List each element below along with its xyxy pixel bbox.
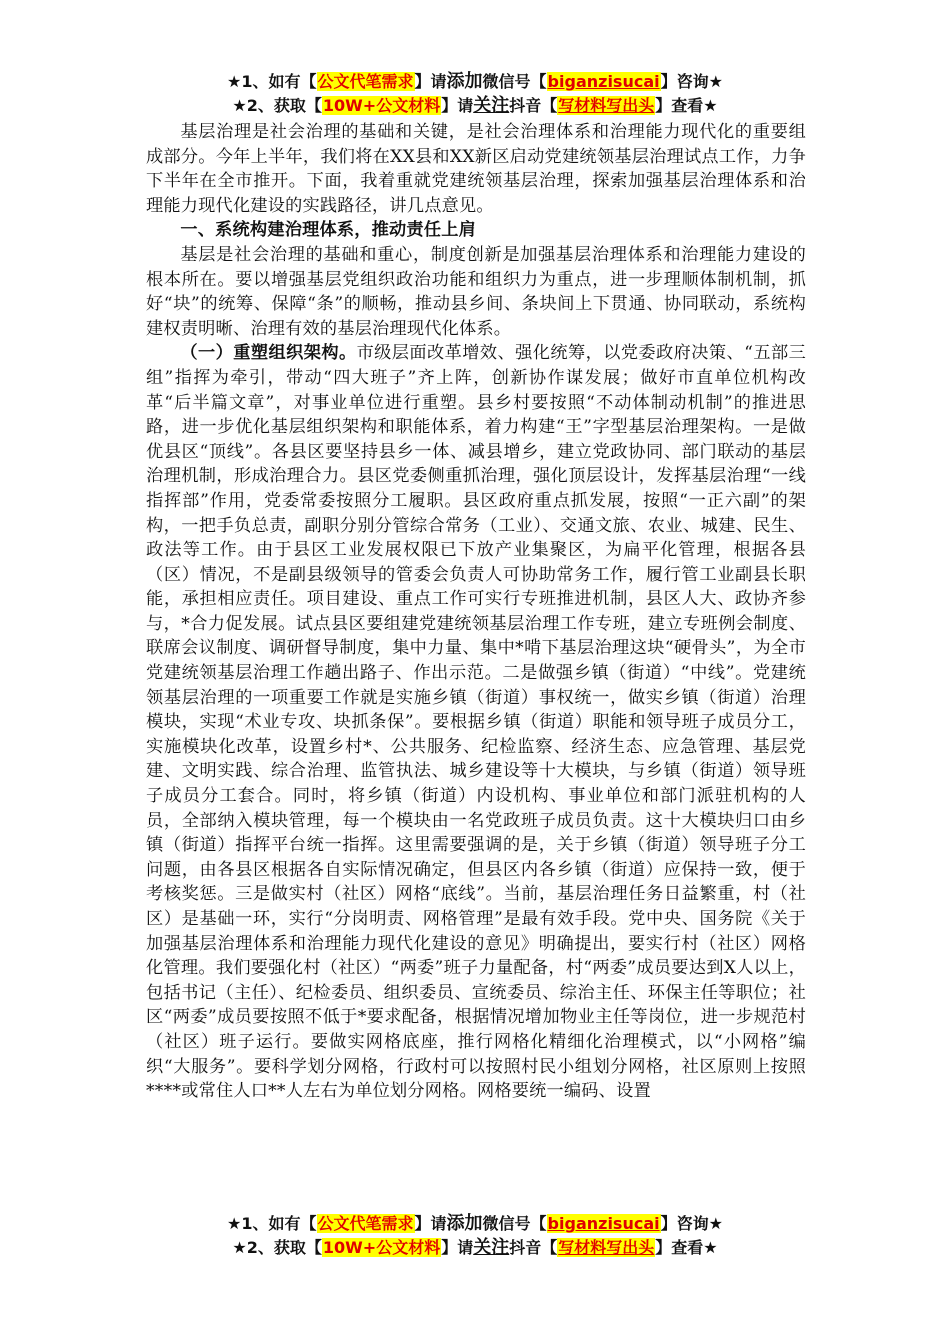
- promo-emphasis: 关注: [473, 95, 510, 116]
- highlight-materials: 10W+公文材料: [322, 96, 441, 115]
- highlight-materials: 10W+公文材料: [322, 1238, 441, 1257]
- highlight-service: 公文代笔需求: [317, 72, 414, 91]
- promo-banner-bottom: [0, 1212, 950, 1260]
- promo-text: 】请: [414, 72, 447, 91]
- promo-line-1: [0, 1212, 950, 1236]
- promo-text: 】咨询★: [660, 72, 723, 91]
- promo-emphasis: 添加: [446, 1213, 483, 1234]
- promo-text: ★2、获取【: [232, 1238, 322, 1257]
- document-body: [146, 120, 806, 1104]
- intro-paragraph: 基层治理是社会治理的基础和关键，是社会治理体系和治理能力现代化的重要组成部分。今年上半年，我们将在XX县和XX新区启动党建统领基层治理试点工作，力争下半年在全市推开。下面，我着重就党建统领基层治理，探索加强基层治理体系和治理能力现代化建设的实践路径，讲几点意见。: [146, 122, 806, 216]
- highlight-service: 公文代笔需求: [317, 1214, 414, 1233]
- promo-line-2: [0, 1236, 950, 1260]
- promo-line-2: [0, 94, 950, 118]
- promo-banner-top: [0, 70, 950, 118]
- promo-text: 】请: [441, 96, 474, 115]
- highlight-douyin-account: 写材料写出头: [558, 96, 655, 115]
- body-paragraph-2: [146, 341, 806, 1103]
- highlight-douyin-account: 写材料写出头: [558, 1238, 655, 1257]
- subsection-body: 市级层面改革增效、强化统筹，以党委政府决策、“五部三组”指挥为牵引，带动“四大班子”齐上阵，创新协作谋发展；做好市直单位机构改革“后半篇文章”，对事业单位进行重塑。县乡村要按照“不动体制动机制”的推进思路，进一步优化基层组织架构和职能体系，着力构建“王”字型基层治理架构。一是做优县区“顶线”。各县区要坚持县乡一体、减县增乡，建立党政协同、部门联动的基层治理机制，形成治理合力。县区党委侧重抓治理，强化顶层设计，发挥基层治理“一线指挥部”作用，党委常委按照分工履职。县区政府重点抓发展，按照“一正六副”的架构，一把手负总责，副职分别分管综合常务（工业）、交通文旅、农业、城建、民生、政法等工作。由于县区工业发展权限已下放产业集聚区，为扁平化管理，根据各县（区）情况，不是副县级领导的管委会负责人可协助常务工作，履行管工业副县长职能，承担相应责任。项目建设、重点工作可实行专班推进机制，县区人大、政协齐参与，*合力促发展。试点县区要组建党建统领基层治理工作专班，建立专班例会制度、联席会议制度、调研督导制度，集中力量、集中*啃下基层治理这块“硬骨头”，为全市党建统领基层治理工作趟出路子、作出示范。二是做强乡镇（街道）“中线”。党建统领基层治理的一项重要工作就是实施乡镇（街道）事权统一，做实乡镇（街道）治理模块，实现“术业专攻、块抓条保”。要根据乡镇（街道）职能和领导班子成员分工，实施模块化改革，设置乡村*、公共服务、纪检监察、经济生态、应急管理、基层党建、文明实践、综合治理、监管执法、城乡建设等十大模块，与乡镇（街道）领导班子成员分工套合。同时，将乡镇（街道）内设机构、事业单位和部门派驻机构的人员，全部纳入模块管理，每一个模块由一名党政班子成员负责。这十大模块归口由乡镇（街道）指挥平台统一指挥。这里需要强调的是，关于乡镇（街道）领导班子分工问题，由各县区根据各自实际情况确定，但县区内各乡镇（街道）应保持一致，便于考核奖惩。三是做实村（社区）网格“底线”。当前，基层治理任务日益繁重，村（社区）是基础一环，实行“分岗明责、网格管理”是最有效手段。党中央、国务院《关于加强基层治理体系和治理能力现代化建设的意见》明确提出，要实行村（社区）网格化管理。我们要强化村（社区）“两委”班子力量配备，村“两委”成员要达到X人以上，包括书记（主任）、纪检委员、组织委员、宣统委员、综治主任、环保主任等职位；社区“两委”成员要按照不低于*要求配备，根据情况增加物业主任等岗位，进一步规范村（社区）班子运行。要做实网格底座，推行网格化精细化治理模式，以“小网格”编织“大服务”。要科学划分网格，行政村可以按照村民小组划分网格，社区原则上按照****或常住人口**人左右为单位划分网格。网格要统一编码、设置: [146, 343, 806, 1102]
- promo-emphasis: 关注: [473, 1237, 510, 1258]
- promo-text: ★1、如有【: [227, 1214, 317, 1233]
- promo-text: 微信号【: [482, 1214, 547, 1233]
- promo-text: 抖音【: [509, 96, 558, 115]
- promo-text: 】查看★: [655, 96, 718, 115]
- promo-line-1: [0, 70, 950, 94]
- section-heading-1: 一、系统构建治理体系，推动责任上肩: [180, 220, 476, 241]
- promo-emphasis: 添加: [446, 71, 483, 92]
- promo-text: 】请: [441, 1238, 474, 1257]
- promo-text: ★1、如有【: [227, 72, 317, 91]
- promo-text: 微信号【: [482, 72, 547, 91]
- body-paragraph-1: 基层是社会治理的基础和重心，制度创新是加强基层治理体系和治理能力建设的根本所在。要以增强基层党组织政治功能和组织力为重点，进一步理顺体制机制，抓好“块”的统筹、保障“条”的顺畅，推动县乡间、条块间上下贯通、协同联动，系统构建权责明晰、治理有效的基层治理现代化体系。: [146, 244, 806, 339]
- highlight-wechat-id: biganzisucai: [547, 1214, 660, 1233]
- promo-text: 】请: [414, 1214, 447, 1233]
- promo-text: 抖音【: [509, 1238, 558, 1257]
- promo-text: 】咨询★: [660, 1214, 723, 1233]
- promo-text: 】查看★: [655, 1238, 718, 1257]
- promo-text: ★2、获取【: [232, 96, 322, 115]
- subsection-lead: （一）重塑组织架构。: [180, 343, 357, 364]
- highlight-wechat-id: biganzisucai: [547, 72, 660, 91]
